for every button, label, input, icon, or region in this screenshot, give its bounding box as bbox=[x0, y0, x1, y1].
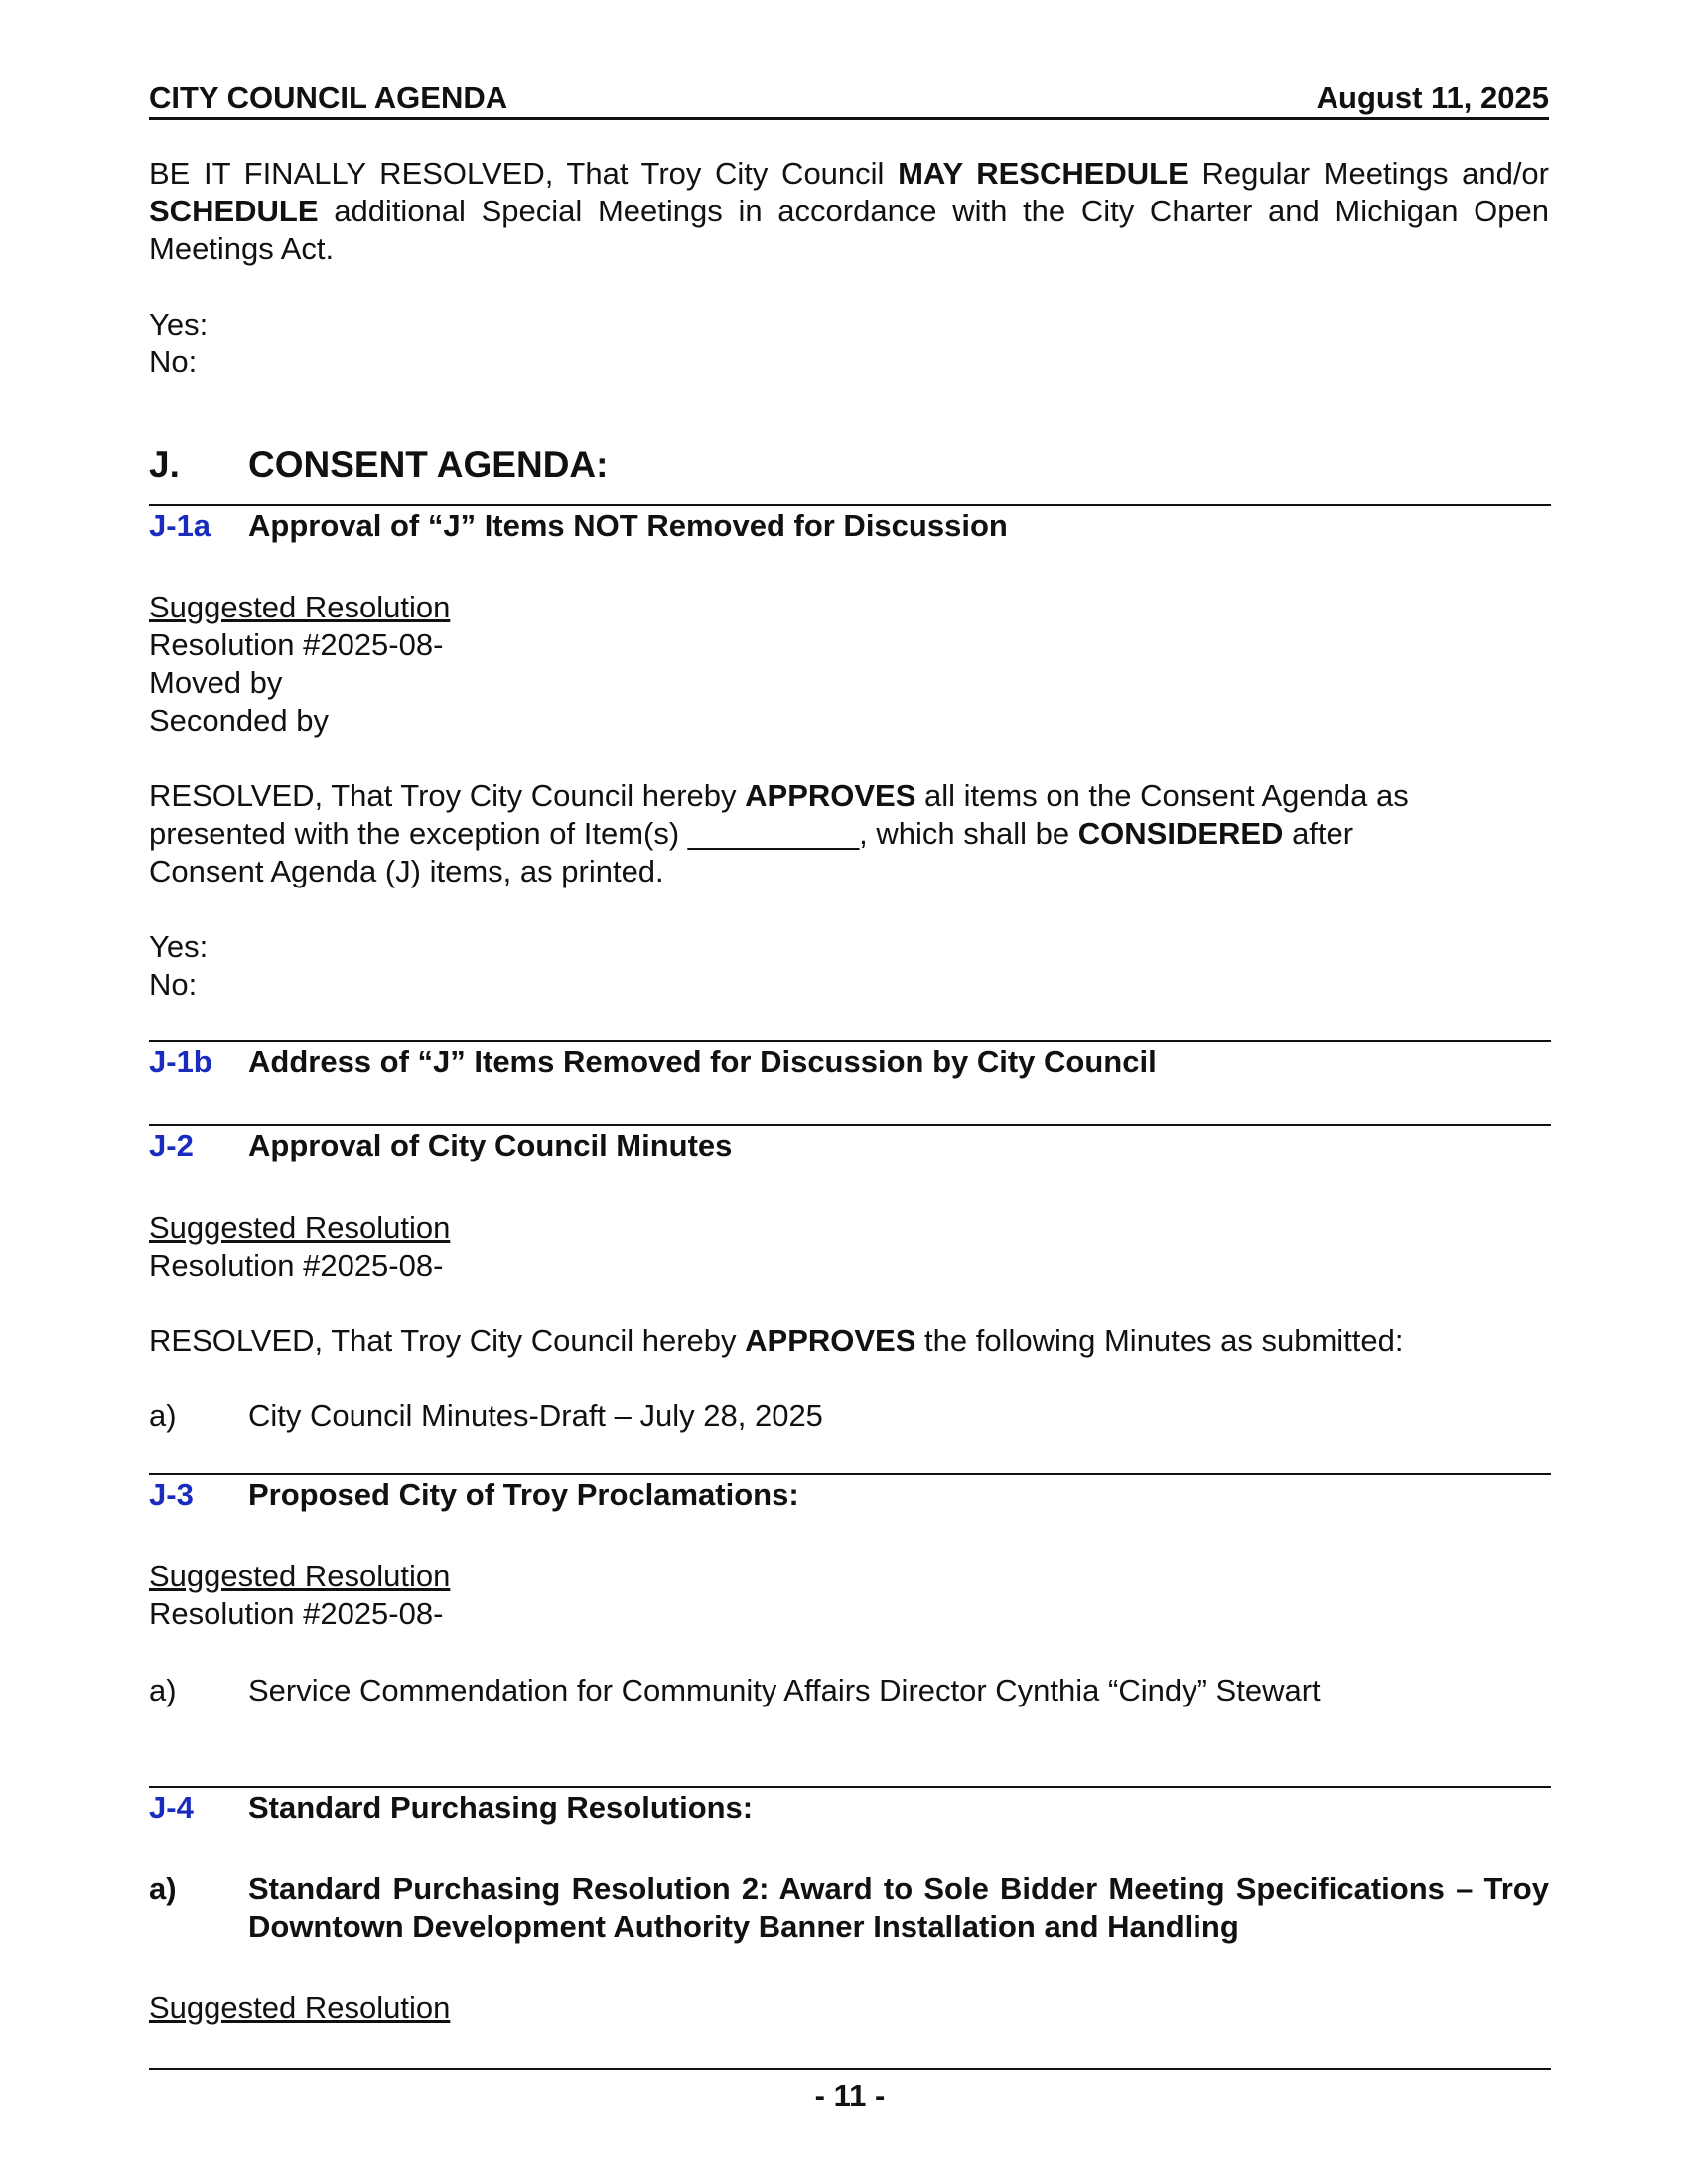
para-bold: APPROVES bbox=[745, 778, 916, 813]
para-text: after bbox=[1283, 816, 1354, 851]
item-code: J-1b bbox=[149, 1044, 212, 1079]
page-number: - 11 - bbox=[814, 2078, 886, 2113]
list-label: a) bbox=[149, 1398, 177, 1433]
list-item bbox=[149, 1397, 823, 1434]
header-date: August 11, 2025 bbox=[1316, 80, 1549, 115]
vote-yes: Yes: bbox=[149, 307, 209, 341]
para-bold: SCHEDULE bbox=[149, 194, 319, 228]
item-j2-title bbox=[149, 1127, 732, 1164]
item-j1a-title bbox=[149, 507, 1008, 545]
j1a-resolved-line-2 bbox=[149, 815, 1353, 853]
seconded-by: Seconded by bbox=[149, 703, 329, 738]
item-code: J-4 bbox=[149, 1790, 194, 1825]
para-text: presented with the exception of Item(s) __________, which shall be bbox=[149, 816, 1078, 851]
divider bbox=[149, 1786, 1551, 1788]
item-j4-title bbox=[149, 1789, 753, 1827]
item-j1b-title bbox=[149, 1043, 1157, 1081]
agenda-page bbox=[149, 0, 1549, 2184]
j1a-resolved-line-3: Consent Agenda (J) items, as printed. bbox=[149, 854, 664, 888]
divider bbox=[149, 1473, 1551, 1475]
list-label: a) bbox=[149, 1673, 177, 1707]
list-item bbox=[149, 1672, 1321, 1709]
para-bold: CONSIDERED bbox=[1077, 816, 1284, 851]
j2-resolved-line bbox=[149, 1322, 1404, 1360]
page-header bbox=[149, 79, 1549, 120]
divider bbox=[149, 1124, 1551, 1126]
para-text: BE IT FINALLY RESOLVED, That Troy City Council bbox=[149, 156, 899, 191]
j1a-resolved-line-1 bbox=[149, 777, 1409, 815]
list-label: a) bbox=[149, 1871, 177, 1906]
suggested-resolution-label: Suggested Resolution bbox=[149, 590, 451, 624]
para-text: RESOLVED, That Troy City Council hereby bbox=[149, 1323, 746, 1358]
vote-no: No: bbox=[149, 967, 198, 1002]
vote-yes: Yes: bbox=[149, 929, 209, 964]
item-code: J-1a bbox=[149, 508, 211, 543]
item-title-text: Approval of City Council Minutes bbox=[248, 1128, 733, 1162]
resolution-number: Resolution #2025-08- bbox=[149, 1596, 444, 1631]
para-text: additional Special Meetings in accordance with the City Charter and Michigan Open Meetings Act. bbox=[149, 194, 1549, 266]
resolution-number: Resolution #2025-08- bbox=[149, 1248, 444, 1283]
section-j-heading bbox=[149, 443, 608, 486]
item-title-text: Approval of “J” Items NOT Removed for Discussion bbox=[248, 508, 1008, 543]
vote-no: No: bbox=[149, 344, 198, 379]
header-title: CITY COUNCIL AGENDA bbox=[149, 80, 508, 115]
suggested-resolution-label: Suggested Resolution bbox=[149, 1210, 451, 1245]
item-title-text: Address of “J” Items Removed for Discussion by City Council bbox=[248, 1044, 1157, 1079]
item-code: J-2 bbox=[149, 1128, 194, 1162]
list-item-bold bbox=[149, 1870, 1549, 1950]
item-title-text: Standard Purchasing Resolutions: bbox=[248, 1790, 754, 1825]
section-title: CONSENT AGENDA: bbox=[248, 444, 609, 484]
para-text: all items on the Consent Agenda as bbox=[915, 778, 1409, 813]
resolution-number: Resolution #2025-08- bbox=[149, 627, 444, 662]
final-resolved-paragraph bbox=[149, 155, 1549, 268]
list-text: City Council Minutes-Draft – July 28, 2025 bbox=[248, 1398, 823, 1433]
section-letter: J. bbox=[149, 444, 180, 484]
item-j3-title bbox=[149, 1476, 799, 1514]
para-bold: MAY RESCHEDULE bbox=[898, 156, 1189, 191]
footer-divider bbox=[149, 2068, 1551, 2070]
item-code: J-3 bbox=[149, 1477, 194, 1512]
list-text: Service Commendation for Community Affairs Director Cynthia “Cindy” Stewart bbox=[248, 1673, 1321, 1707]
suggested-resolution-label: Suggested Resolution bbox=[149, 1559, 451, 1593]
suggested-resolution-label: Suggested Resolution bbox=[149, 1990, 451, 2025]
divider bbox=[149, 1040, 1551, 1042]
para-text: Regular Meetings and/or bbox=[1188, 156, 1549, 191]
moved-by: Moved by bbox=[149, 665, 283, 700]
para-bold: APPROVES bbox=[745, 1323, 916, 1358]
item-title-text: Proposed City of Troy Proclamations: bbox=[248, 1477, 799, 1512]
divider bbox=[149, 504, 1551, 506]
list-text: Standard Purchasing Resolution 2: Award to Sole Bidder Meeting Specifications – Troy Downtown Development Authority Banner Installation and Handling bbox=[248, 1871, 1549, 1944]
para-text: RESOLVED, That Troy City Council hereby bbox=[149, 778, 746, 813]
para-text: the following Minutes as submitted: bbox=[915, 1323, 1404, 1358]
